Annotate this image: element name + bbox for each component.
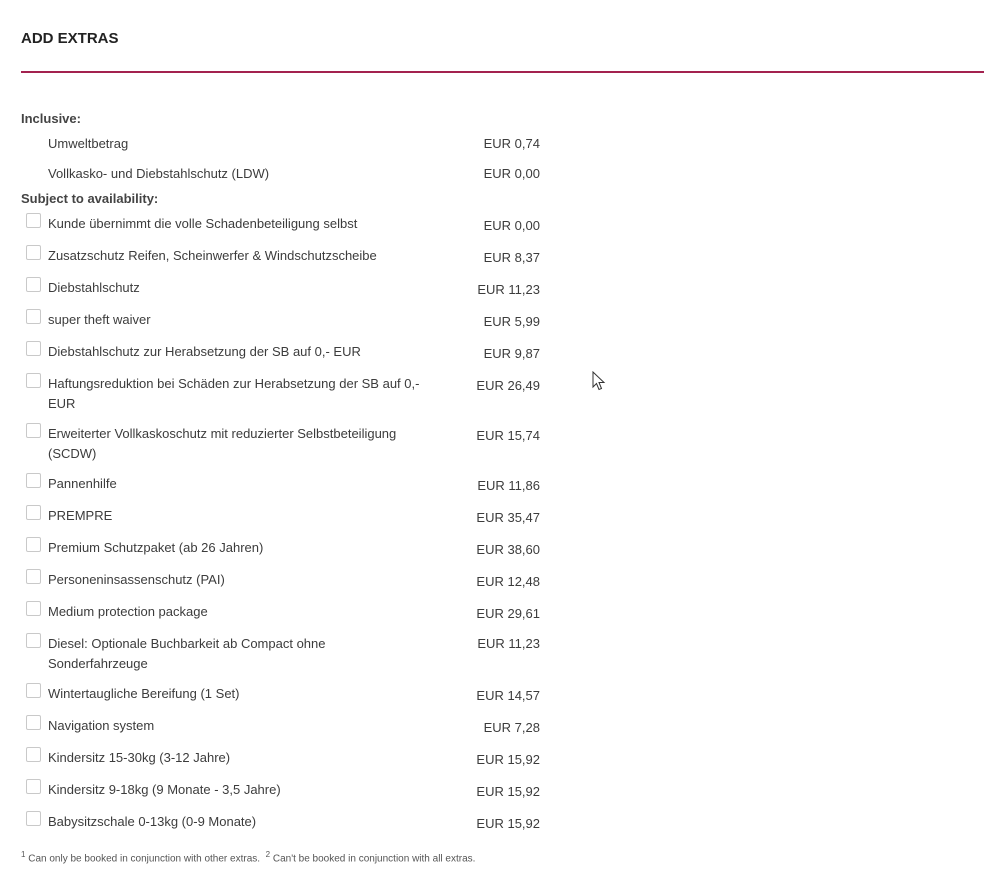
extra-price: EUR 12,48 [476, 574, 540, 589]
extra-price: EUR 11,23 [477, 282, 540, 297]
extra-price: EUR 0,74 [483, 136, 540, 151]
extra-price: EUR 11,23 [477, 636, 540, 651]
extra-price: EUR 9,87 [483, 346, 540, 361]
extra-checkbox[interactable] [26, 373, 41, 388]
extra-checkbox[interactable] [26, 537, 41, 552]
extra-checkbox[interactable] [26, 423, 41, 438]
extra-price: EUR 14,57 [476, 688, 540, 703]
extra-checkbox[interactable] [26, 213, 41, 228]
extra-price: EUR 8,37 [483, 250, 540, 265]
extra-price: EUR 7,28 [483, 720, 540, 735]
extra-price: EUR 0,00 [483, 218, 540, 233]
extra-price: EUR 38,60 [476, 542, 540, 557]
extra-price: EUR 15,92 [476, 816, 540, 831]
extra-price: EUR 26,49 [476, 378, 540, 393]
extra-label: Premium Schutzpaket (ab 26 Jahren) [48, 540, 264, 555]
extra-label: Zusatzschutz Reifen, Scheinwerfer & Windschutzscheibe [48, 248, 377, 263]
extra-checkbox[interactable] [26, 747, 41, 762]
extra-checkbox[interactable] [26, 633, 41, 648]
extra-label: Haftungsreduktion bei Schäden zur Herabsetzung der SB auf 0,- EUR [48, 376, 420, 411]
extra-checkbox[interactable] [26, 811, 41, 826]
extra-label: Navigation system [48, 718, 155, 733]
extra-checkbox[interactable] [26, 601, 41, 616]
footnote-mark-1: 1 [21, 850, 26, 859]
extra-price: EUR 5,99 [483, 314, 540, 329]
extra-label: Vollkasko- und Diebstahlschutz (LDW) [48, 166, 270, 181]
page-title: ADD EXTRAS [21, 30, 119, 47]
mouse-pointer-icon [592, 371, 606, 394]
footnotes [21, 850, 475, 864]
footnote-text-1: Can only be booked in conjunction with other extras. [28, 853, 261, 865]
extra-checkbox[interactable] [26, 505, 41, 520]
extra-price: EUR 15,74 [476, 428, 540, 443]
extra-price: EUR 15,92 [476, 784, 540, 799]
extra-label: Babysitzschale 0-13kg (0-9 Monate) [48, 814, 257, 829]
extra-label: Erweiterter Vollkaskoschutz mit reduzierter Selbstbeteiligung (SCDW) [48, 426, 397, 461]
extra-label: Kindersitz 15-30kg (3-12 Jahre) [48, 750, 231, 765]
extra-price: EUR 15,92 [476, 752, 540, 767]
extra-price: EUR 11,86 [477, 478, 540, 493]
extra-label: Wintertaugliche Bereifung (1 Set) [48, 686, 240, 701]
extra-label: PREMPRE [48, 508, 113, 523]
extra-label: Diebstahlschutz zur Herabsetzung der SB auf 0,- EUR [48, 344, 361, 359]
footnote-text-2: Can't be booked in conjunction with all extras. [272, 853, 476, 865]
extra-label: Umweltbetrag [48, 136, 129, 151]
footnote-mark-2: 2 [265, 850, 271, 859]
extra-label: Medium protection package [48, 604, 208, 619]
header-divider [21, 71, 984, 73]
inclusive-heading: Inclusive: [21, 111, 81, 126]
extra-checkbox[interactable] [26, 245, 41, 260]
extra-checkbox[interactable] [26, 473, 41, 488]
optional-heading: Subject to availability: [21, 191, 159, 206]
extra-checkbox[interactable] [26, 779, 41, 794]
extra-price: EUR 29,61 [476, 606, 540, 621]
extra-checkbox[interactable] [26, 277, 41, 292]
extra-label: Kindersitz 9-18kg (9 Monate - 3,5 Jahre) [48, 782, 281, 797]
extra-checkbox[interactable] [26, 683, 41, 698]
extra-price: EUR 35,47 [476, 510, 540, 525]
extra-label: Pannenhilfe [48, 476, 117, 491]
extra-checkbox[interactable] [26, 715, 41, 730]
extra-checkbox[interactable] [26, 341, 41, 356]
extra-label: Personeninsassenschutz (PAI) [48, 572, 225, 587]
extra-checkbox[interactable] [26, 569, 41, 584]
extra-checkbox[interactable] [26, 309, 41, 324]
extra-price: EUR 0,00 [483, 166, 540, 181]
extra-label: super theft waiver [48, 312, 151, 327]
extra-label: Diesel: Optionale Buchbarkeit ab Compact ohne Sonderfahrzeuge [48, 636, 326, 671]
extra-label: Diebstahlschutz [48, 280, 140, 295]
extra-label: Kunde übernimmt die volle Schadenbeteiligung selbst [48, 216, 358, 231]
